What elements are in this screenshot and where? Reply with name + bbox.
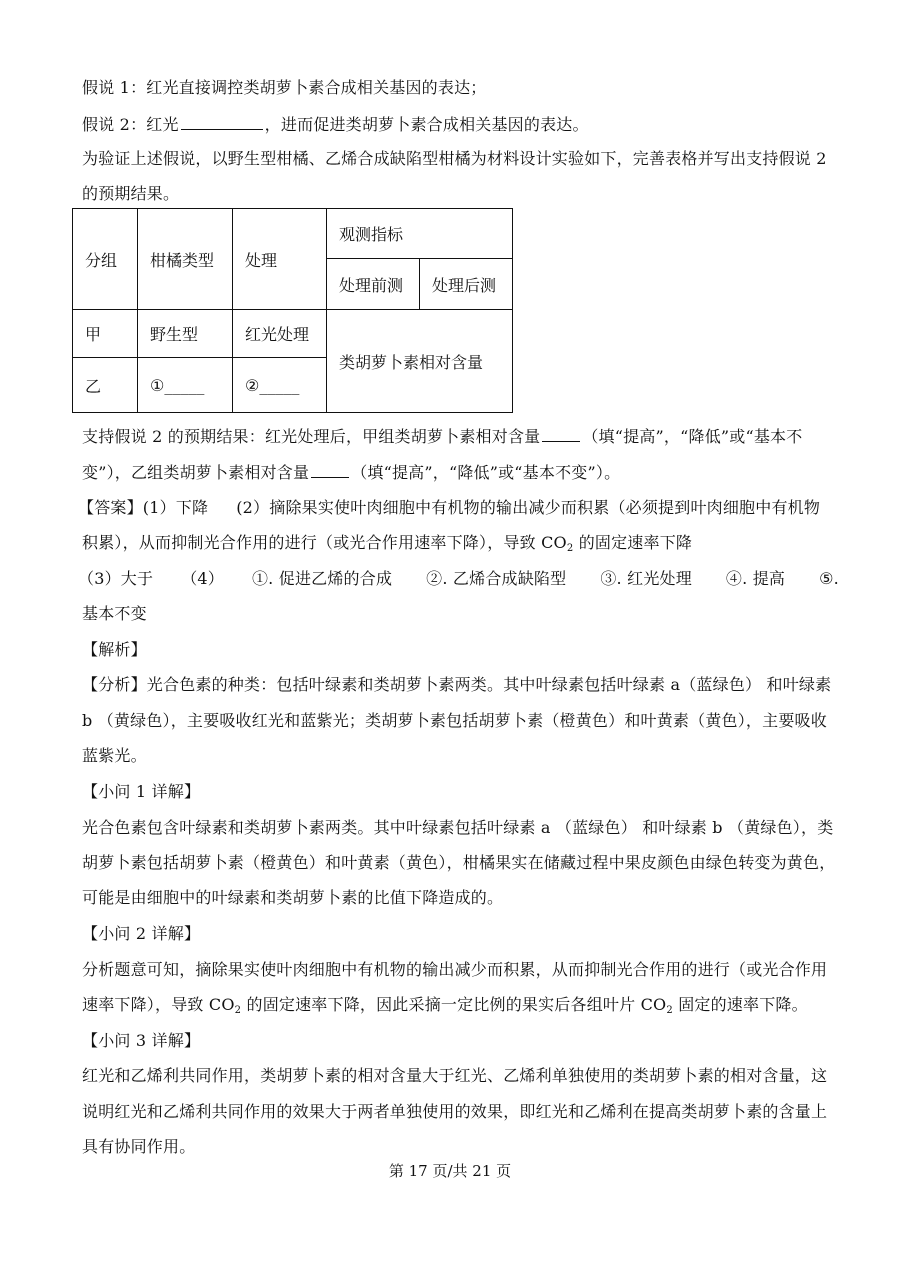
q3-text-3: 具有协同作用。 bbox=[82, 1137, 196, 1156]
q1-text-2: 胡萝卜素包括胡萝卜素（橙黄色）和叶黄素（黄色），柑橘果实在储藏过程中果皮颜色由绿色转变为黄色， bbox=[82, 853, 836, 872]
analysis-paragraph-line2 bbox=[82, 710, 827, 732]
answer-line-2 bbox=[82, 532, 822, 554]
observation-value: 类胡萝卜素相对含量 bbox=[327, 310, 513, 413]
header-before-treatment: 处理前测 bbox=[327, 259, 420, 310]
row2-citrus-type: ①_____ bbox=[138, 358, 233, 413]
q2-text-2b: 的固定速率下降，因此采摘一定比例的果实后各组叶片 CO bbox=[241, 995, 667, 1014]
experiment-intro-cont bbox=[82, 183, 822, 205]
expected-result-cont-note: （填“提高”，“降低”或“基本不变”）。 bbox=[351, 463, 621, 482]
q1-heading-text: 【小问 1 详解】 bbox=[82, 782, 201, 801]
q2-text-2c: 固定的速率下降。 bbox=[672, 995, 808, 1014]
expected-result-cont bbox=[82, 461, 822, 484]
answer-4-5-label: ⑤. bbox=[819, 569, 839, 588]
answer-4-5: 基本不变 bbox=[82, 604, 147, 623]
answer-3: （3）大于 bbox=[78, 569, 154, 588]
header-observation: 观测指标 bbox=[327, 209, 513, 259]
fill-blank bbox=[181, 113, 263, 130]
header-after-treatment: 处理后测 bbox=[420, 259, 513, 310]
expected-result bbox=[82, 425, 822, 448]
answer-1: 【答案】(1）下降 bbox=[78, 498, 209, 517]
expected-result-text: 支持假说 2 的预期结果：红光处理后，甲组类胡萝卜素相对含量 bbox=[82, 427, 541, 446]
expected-result-note: （填“提高”，“降低”或“基本不 bbox=[582, 427, 803, 446]
fill-blank bbox=[311, 461, 349, 478]
q3-text-2: 说明红光和乙烯利共同作用的效果大于两者单独使用的效果，即红光和乙烯利在提高类胡萝卜素的含量上 bbox=[82, 1102, 828, 1121]
q1-text-1: 光合色素包含叶绿素和类胡萝卜素两类。其中叶绿素包括叶绿素 a （蓝绿色） 和叶绿素 b （黄绿色），类 bbox=[82, 818, 834, 837]
q3-paragraph bbox=[82, 1065, 828, 1087]
hypothesis-2 bbox=[82, 113, 822, 136]
header-citrus-type: 柑橘类型 bbox=[138, 209, 233, 310]
analysis-paragraph bbox=[82, 674, 832, 696]
subscript: 2 bbox=[666, 1005, 673, 1016]
q3-paragraph-line2 bbox=[82, 1101, 828, 1123]
answer-4-3: ③. 红光处理 bbox=[600, 569, 692, 588]
answer-4-2: ②. 乙烯合成缺陷型 bbox=[426, 569, 567, 588]
answer-2: (2）摘除果实使叶肉细胞中有机物的输出减少而积累（必须提到叶肉细胞中有机物 bbox=[236, 498, 821, 517]
analysis-text-3: 蓝紫光。 bbox=[82, 746, 147, 765]
answer-line-3 bbox=[78, 568, 839, 590]
answer-4-label: （4） bbox=[181, 569, 224, 588]
experiment-intro bbox=[82, 148, 827, 170]
subscript: 2 bbox=[566, 543, 574, 554]
hypothesis-1-text: 假说 1：红光直接调控类胡萝卜素合成相关基因的表达； bbox=[82, 78, 487, 97]
hypothesis-2-text-start: 假说 2：红光 bbox=[82, 115, 179, 134]
analysis-text-2: b （黄绿色），主要吸收红光和蓝紫光；类胡萝卜素包括胡萝卜素（橙黄色）和叶黄素（黄色），主要吸收 bbox=[82, 711, 827, 730]
answer-4-1: ①. 促进乙烯的合成 bbox=[251, 569, 393, 588]
q2-paragraph-line2 bbox=[82, 994, 822, 1016]
header-treatment: 处理 bbox=[233, 209, 327, 310]
answer-line-1 bbox=[78, 497, 821, 519]
page-number: 第 17 页/共 21 页 bbox=[388, 1162, 512, 1180]
q2-text-1: 分析题意可知，摘除果实使叶肉细胞中有机物的输出减少而积累，从而抑制光合作用的进行（或光合作用 bbox=[82, 960, 828, 979]
q1-paragraph-line2 bbox=[82, 852, 836, 874]
q1-paragraph bbox=[82, 817, 834, 839]
q3-heading bbox=[82, 1030, 822, 1052]
row1-citrus-type: 野生型 bbox=[138, 310, 233, 358]
subscript: 2 bbox=[234, 1005, 242, 1016]
fill-blank bbox=[542, 425, 580, 442]
analysis-paragraph-line3 bbox=[82, 745, 822, 767]
q1-text-3: 可能是由细胞中的叶绿素和类胡萝卜素的比值下降造成的。 bbox=[82, 888, 504, 907]
answer-4-4: ④. 提高 bbox=[725, 569, 786, 588]
q2-heading bbox=[82, 923, 822, 945]
row1-group: 甲 bbox=[73, 310, 138, 358]
q1-paragraph-line3 bbox=[82, 887, 822, 909]
experiment-table bbox=[72, 208, 513, 413]
answer-2-cont: 积累），从而抑制光合作用的进行（或光合作用速率下降），导致 CO bbox=[82, 533, 567, 552]
q3-paragraph-line3 bbox=[82, 1136, 822, 1158]
row2-group: 乙 bbox=[73, 358, 138, 413]
answer-2-end: 的固定速率下降 bbox=[573, 533, 693, 552]
q2-heading-text: 【小问 2 详解】 bbox=[82, 924, 201, 943]
hypothesis-1 bbox=[82, 77, 822, 99]
experiment-intro-cont-text: 的预期结果。 bbox=[82, 184, 180, 203]
row1-treatment: 红光处理 bbox=[233, 310, 327, 358]
q2-text-2a: 速率下降），导致 CO bbox=[82, 995, 235, 1014]
experiment-intro-text: 为验证上述假说，以野生型柑橘、乙烯合成缺陷型柑橘为材料设计实验如下，完善表格并写出支持假说 2 bbox=[82, 149, 827, 168]
q2-paragraph bbox=[82, 959, 828, 981]
hypothesis-2-text-end: ，进而促进类胡萝卜素合成相关基因的表达。 bbox=[264, 115, 589, 134]
row2-treatment: ②_____ bbox=[233, 358, 327, 413]
answer-line-4 bbox=[82, 603, 822, 625]
analysis-heading bbox=[82, 639, 822, 661]
header-group: 分组 bbox=[73, 209, 138, 310]
analysis-text-1: 【分析】光合色素的种类：包括叶绿素和类胡萝卜素两类。其中叶绿素包括叶绿素 a（蓝绿色） 和叶绿素 bbox=[82, 675, 832, 694]
q3-heading-text: 【小问 3 详解】 bbox=[82, 1031, 201, 1050]
q3-text-1: 红光和乙烯利共同作用，类胡萝卜素的相对含量大于红光、乙烯利单独使用的类胡萝卜素的相对含量，这 bbox=[82, 1066, 828, 1085]
expected-result-cont-text: 变”），乙组类胡萝卜素相对含量 bbox=[82, 463, 310, 482]
q1-heading bbox=[82, 781, 822, 803]
analysis-heading-text: 【解析】 bbox=[82, 640, 147, 659]
